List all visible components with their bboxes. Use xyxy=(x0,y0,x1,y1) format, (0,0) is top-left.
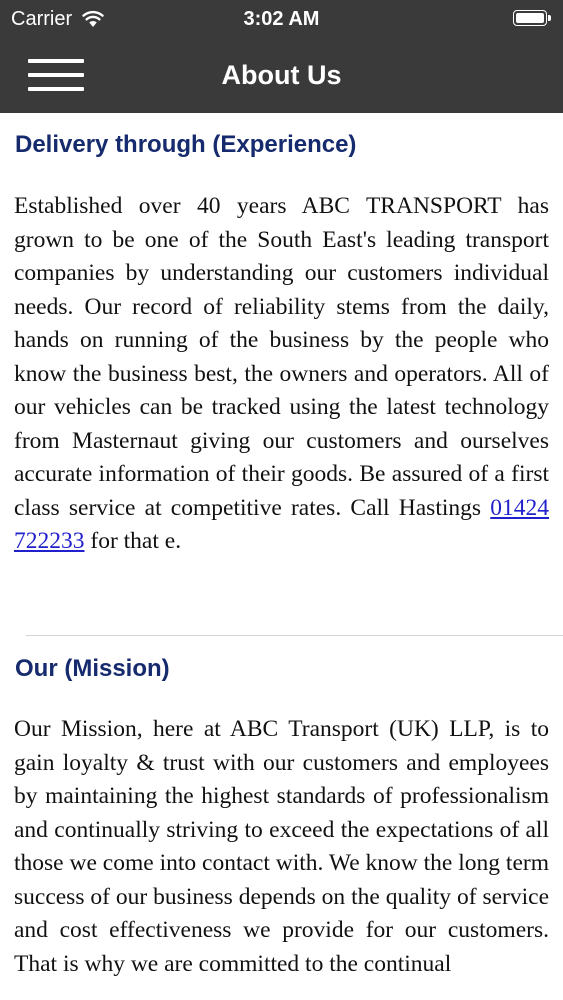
hamburger-menu-icon-line-bottom xyxy=(28,87,84,91)
mission-body: Our Mission, here at ABC Transport (UK) LLP, is to gain loyalty & trust with our customers and employees by maintaining the highest standards of professionalism and continually striving to exceed the expectations of all those we come into contact with. We know the long term success of our business depends on the quality of service and cost effectiveness we provide for our customers. That is why we are committed to the continual xyxy=(14,716,549,977)
phone-link[interactable]: 01424 722233 xyxy=(14,494,549,554)
top-bar xyxy=(0,0,563,113)
status-time: 3:02 AM xyxy=(243,8,320,30)
battery-icon xyxy=(513,10,551,28)
experience-body-text: Established over 40 years ABC TRANSPORT has grown to be one of the South East's leading transport companies by understanding our customers individual needs. Our record of reliability stems from the daily, hands on running of the business by the people who know the business best, the owners and operators. All of our vehicles can be tracked using the latest technology from Masternaut giving our customers and ourselves accurate information of their goods. Be assured of a first class service at competitive rates. Call Hastings xyxy=(14,193,549,521)
battery-tip xyxy=(548,15,551,21)
status-bar xyxy=(0,0,563,38)
experience-body-tail: for that e. xyxy=(84,528,182,554)
battery-body xyxy=(513,10,547,26)
experience-heading: Delivery through (Experience) xyxy=(15,131,357,158)
carrier-label: Carrier xyxy=(11,8,73,30)
nav-bar xyxy=(0,38,563,113)
section-divider xyxy=(26,635,563,636)
hamburger-menu-icon-line-middle xyxy=(28,73,84,77)
hamburger-menu-icon-line-top xyxy=(28,59,84,63)
main-content[interactable] xyxy=(0,113,563,1000)
menu-button[interactable] xyxy=(22,55,88,95)
experience-body xyxy=(14,190,549,559)
page-title: About Us xyxy=(221,60,342,90)
mission-heading: Our (Mission) xyxy=(15,655,170,682)
battery-fill xyxy=(516,13,544,23)
